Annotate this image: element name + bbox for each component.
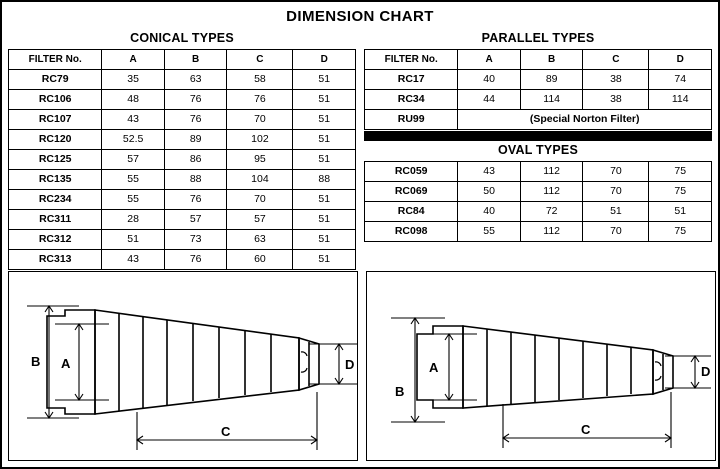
table-row [365, 70, 712, 90]
cell-d: 75 [649, 182, 712, 202]
conical-section-title: CONICAL TYPES [130, 31, 234, 45]
cell-c: 58 [227, 70, 293, 90]
label-d: D [345, 357, 355, 372]
col-header-b: B [520, 50, 583, 70]
cell-a: 55 [102, 170, 165, 190]
page-title: DIMENSION CHART [286, 8, 434, 25]
cell-d: 51 [293, 70, 356, 90]
cell-a: 52.5 [102, 130, 165, 150]
label-b: B [395, 384, 405, 399]
cell-b: 112 [520, 182, 583, 202]
cell-a: 44 [458, 90, 521, 110]
table-row [9, 130, 356, 150]
conical-filter-diagram [8, 271, 358, 461]
cell-b: 112 [520, 222, 583, 242]
cell-c: 70 [583, 182, 649, 202]
cell-d: 51 [293, 150, 356, 170]
conical-filter-drawing [9, 272, 357, 458]
cell-b: 114 [520, 90, 583, 110]
cell-filter: RC312 [9, 230, 102, 250]
parallel-section-title: PARALLEL TYPES [481, 31, 595, 45]
col-header-a: A [102, 50, 165, 70]
table-header-row [9, 50, 356, 70]
tables-area [2, 29, 718, 270]
cell-a: 57 [102, 150, 165, 170]
table-row [365, 182, 712, 202]
table-row-special [365, 110, 712, 130]
col-header-d: D [649, 50, 712, 70]
cell-filter: RC107 [9, 110, 102, 130]
cell-filter: RC120 [9, 130, 102, 150]
cell-b: 88 [164, 170, 227, 190]
cell-filter: RU99 [365, 110, 458, 130]
cell-c: 57 [227, 210, 293, 230]
label-b: B [31, 354, 41, 369]
cell-filter: RC098 [365, 222, 458, 242]
cell-filter: RC34 [365, 90, 458, 110]
cell-d: 51 [649, 202, 712, 222]
cell-filter: RC84 [365, 202, 458, 222]
cell-special-note: (Special Norton Filter) [458, 110, 712, 130]
cell-b: 57 [164, 210, 227, 230]
cell-d: 51 [293, 250, 356, 270]
cell-filter: RC125 [9, 150, 102, 170]
cell-filter: RC311 [9, 210, 102, 230]
cell-d: 114 [649, 90, 712, 110]
cell-filter: RC17 [365, 70, 458, 90]
cell-d: 75 [649, 162, 712, 182]
cell-a: 50 [458, 182, 521, 202]
cell-b: 76 [164, 190, 227, 210]
cell-d: 51 [293, 210, 356, 230]
cell-d: 51 [293, 90, 356, 110]
cell-b: 89 [520, 70, 583, 90]
cell-a: 51 [102, 230, 165, 250]
cell-filter: RC234 [9, 190, 102, 210]
parallel-oval-column [364, 29, 712, 270]
cell-a: 28 [102, 210, 165, 230]
cell-d: 51 [293, 190, 356, 210]
label-a: A [61, 356, 71, 371]
cell-b: 63 [164, 70, 227, 90]
cell-b: 76 [164, 90, 227, 110]
col-header-filter: FILTER No. [365, 50, 458, 70]
parallel-filter-drawing [367, 272, 715, 458]
table-row [365, 202, 712, 222]
cell-c: 95 [227, 150, 293, 170]
cell-c: 76 [227, 90, 293, 110]
cell-b: 112 [520, 162, 583, 182]
label-d: D [701, 364, 711, 379]
label-c: C [581, 422, 591, 437]
cell-a: 48 [102, 90, 165, 110]
cell-b: 76 [164, 110, 227, 130]
cell-d: 75 [649, 222, 712, 242]
table-row [9, 150, 356, 170]
cell-a: 55 [102, 190, 165, 210]
cell-filter: RC059 [365, 162, 458, 182]
cell-c: 38 [583, 70, 649, 90]
col-header-c: C [583, 50, 649, 70]
table-row [9, 230, 356, 250]
section-divider-bar [364, 131, 712, 141]
table-header-row [365, 50, 712, 70]
cell-d: 74 [649, 70, 712, 90]
diagrams-area [8, 271, 712, 461]
cell-c: 63 [227, 230, 293, 250]
cell-c: 102 [227, 130, 293, 150]
cell-a: 40 [458, 70, 521, 90]
cell-a: 43 [102, 250, 165, 270]
cell-c: 70 [227, 190, 293, 210]
cell-c: 104 [227, 170, 293, 190]
cell-filter: RC79 [9, 70, 102, 90]
table-row [9, 70, 356, 90]
cell-d: 88 [293, 170, 356, 190]
parallel-table [364, 49, 712, 130]
cell-d: 51 [293, 230, 356, 250]
oval-table [364, 161, 712, 242]
conical-column [8, 29, 356, 270]
cell-a: 35 [102, 70, 165, 90]
cell-a: 43 [102, 110, 165, 130]
table-row [365, 162, 712, 182]
cell-filter: RC313 [9, 250, 102, 270]
table-row [9, 170, 356, 190]
cell-c: 60 [227, 250, 293, 270]
oval-section-title: OVAL TYPES [497, 143, 579, 157]
table-row [9, 190, 356, 210]
cell-c: 38 [583, 90, 649, 110]
conical-table [8, 49, 356, 270]
table-row [365, 222, 712, 242]
col-header-d: D [293, 50, 356, 70]
cell-b: 73 [164, 230, 227, 250]
cell-a: 43 [458, 162, 521, 182]
table-row [9, 250, 356, 270]
cell-b: 72 [520, 202, 583, 222]
label-a: A [429, 360, 439, 375]
col-header-b: B [164, 50, 227, 70]
cell-c: 70 [227, 110, 293, 130]
cell-b: 86 [164, 150, 227, 170]
parallel-filter-diagram [366, 271, 716, 461]
cell-d: 51 [293, 130, 356, 150]
table-row [9, 90, 356, 110]
col-header-c: C [227, 50, 293, 70]
label-c: C [221, 424, 231, 439]
cell-b: 76 [164, 250, 227, 270]
table-row [9, 210, 356, 230]
cell-c: 70 [583, 162, 649, 182]
col-header-a: A [458, 50, 521, 70]
table-row [365, 90, 712, 110]
cell-filter: RC069 [365, 182, 458, 202]
cell-filter: RC106 [9, 90, 102, 110]
table-row [9, 110, 356, 130]
cell-filter: RC135 [9, 170, 102, 190]
col-header-filter: FILTER No. [9, 50, 102, 70]
cell-a: 40 [458, 202, 521, 222]
cell-c: 51 [583, 202, 649, 222]
cell-a: 55 [458, 222, 521, 242]
cell-c: 70 [583, 222, 649, 242]
cell-d: 51 [293, 110, 356, 130]
cell-b: 89 [164, 130, 227, 150]
